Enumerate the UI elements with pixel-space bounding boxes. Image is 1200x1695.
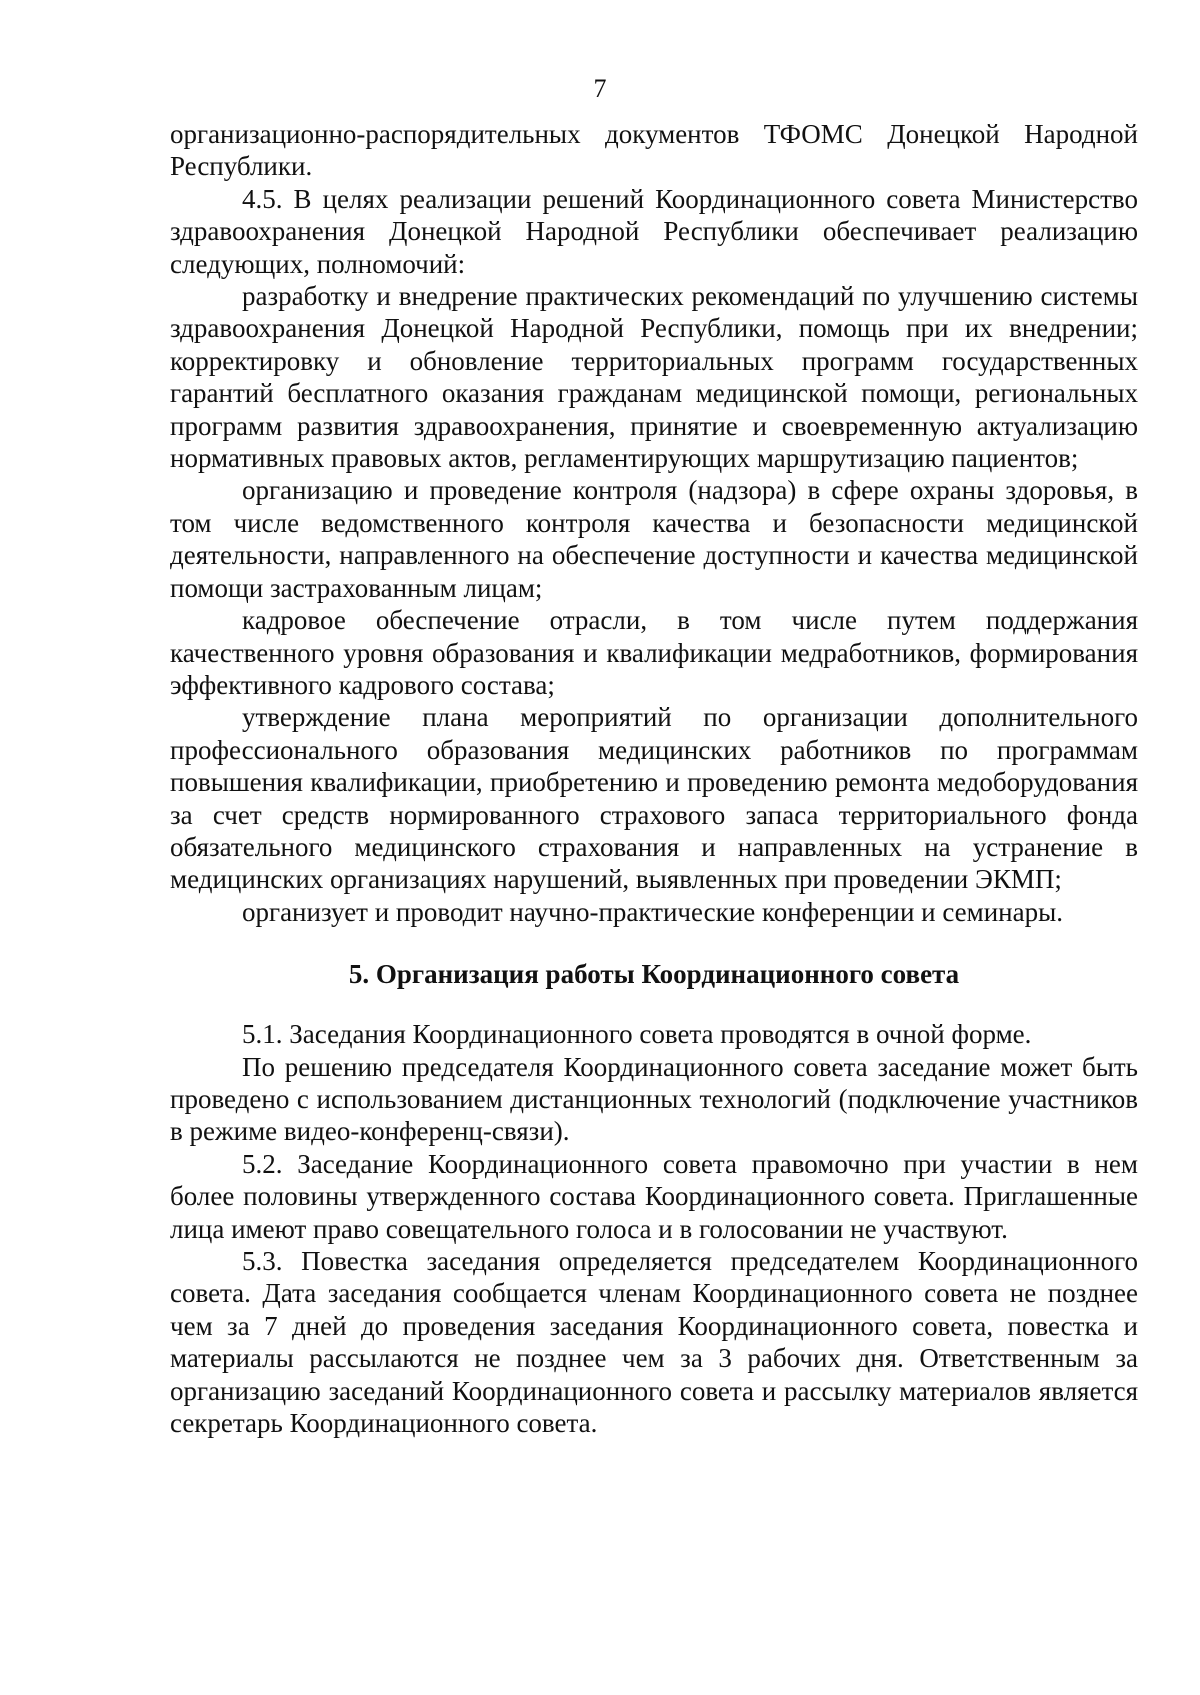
paragraph-continuation: организационно-распорядительных документов ТФОМС Донецкой Народной Республики. bbox=[170, 119, 1138, 182]
paragraph-5-1: 5.1. Заседания Координационного совета проводятся в очной форме. bbox=[242, 1019, 1032, 1050]
section-heading: 5. Организация работы Координационного совета bbox=[348, 959, 960, 990]
paragraph-5-3: 5.3. Повестка заседания определяется председателем Координационного совета. Дата заседания сообщается членам Координационного совета не позднее чем за 7 дней до проведения заседания Координационного совета, повестка и материалы рассылаются не позднее чем за 3 рабочих дня. Ответственным за организацию заседаний Координационного совета и рассылку материалов является секретарь Координационного совета. bbox=[170, 1246, 1138, 1439]
list-item-control: организацию и проведение контроля (надзора) в сфере охраны здоровья, в том числе ведомственного контроля качества и безопасности медицинской деятельности, направленного на обеспечение доступности и качества медицинской помощи застрахованным лицам; bbox=[170, 475, 1138, 603]
paragraph-5-2: 5.2. Заседание Координационного совета правомочно при участии в нем более половины утвержденного состава Координационного совета. Приглашенные лица имеют право совещательного голоса и в голосовании не участвуют. bbox=[170, 1148, 1138, 1244]
paragraph-5-1-remote: По решению председателя Координационного совета заседание может быть проведено с использованием дистанционных технологий (подключение участников в режиме видео-конференц-связи). bbox=[170, 1051, 1138, 1147]
page-number: 7 bbox=[593, 74, 607, 103]
list-item-recommendations: разработку и внедрение практических рекомендаций по улучшению системы здравоохранения Донецкой Народной Республики, помощь при их внедрении; корректировку и обновление территориальных программ государственных гарантий бесплатного оказания гражданам медицинской помощи, региональных программ развития здравоохранения, принятие и своевременную актуализацию нормативных правовых актов, регламентирующих маршрутизацию пациентов; bbox=[170, 281, 1138, 474]
document-body bbox=[170, 118, 1138, 1439]
list-item-training-plan: утверждение плана мероприятий по организации дополнительного профессионального образования медицинских работников по программам повышения квалификации, приобретению и проведению ремонта медоборудования за счет средств нормированного страхового запаса территориального фонда обязательного медицинского страхования и направленных на устранение в медицинских организациях нарушений, выявленных при проведении ЭКМП; bbox=[170, 702, 1138, 895]
list-item-conferences: организует и проводит научно-практические конференции и семинары. bbox=[242, 896, 1064, 927]
paragraph-4-5: 4.5. В целях реализации решений Координационного совета Министерство здравоохранения Донецкой Народной Республики обеспечивает реализацию следующих, полномочий: bbox=[170, 183, 1138, 279]
list-item-staffing: кадровое обеспечение отрасли, в том числе путем поддержания качественного уровня образования и квалификации медработников, формирования эффективного кадрового состава; bbox=[170, 605, 1138, 700]
